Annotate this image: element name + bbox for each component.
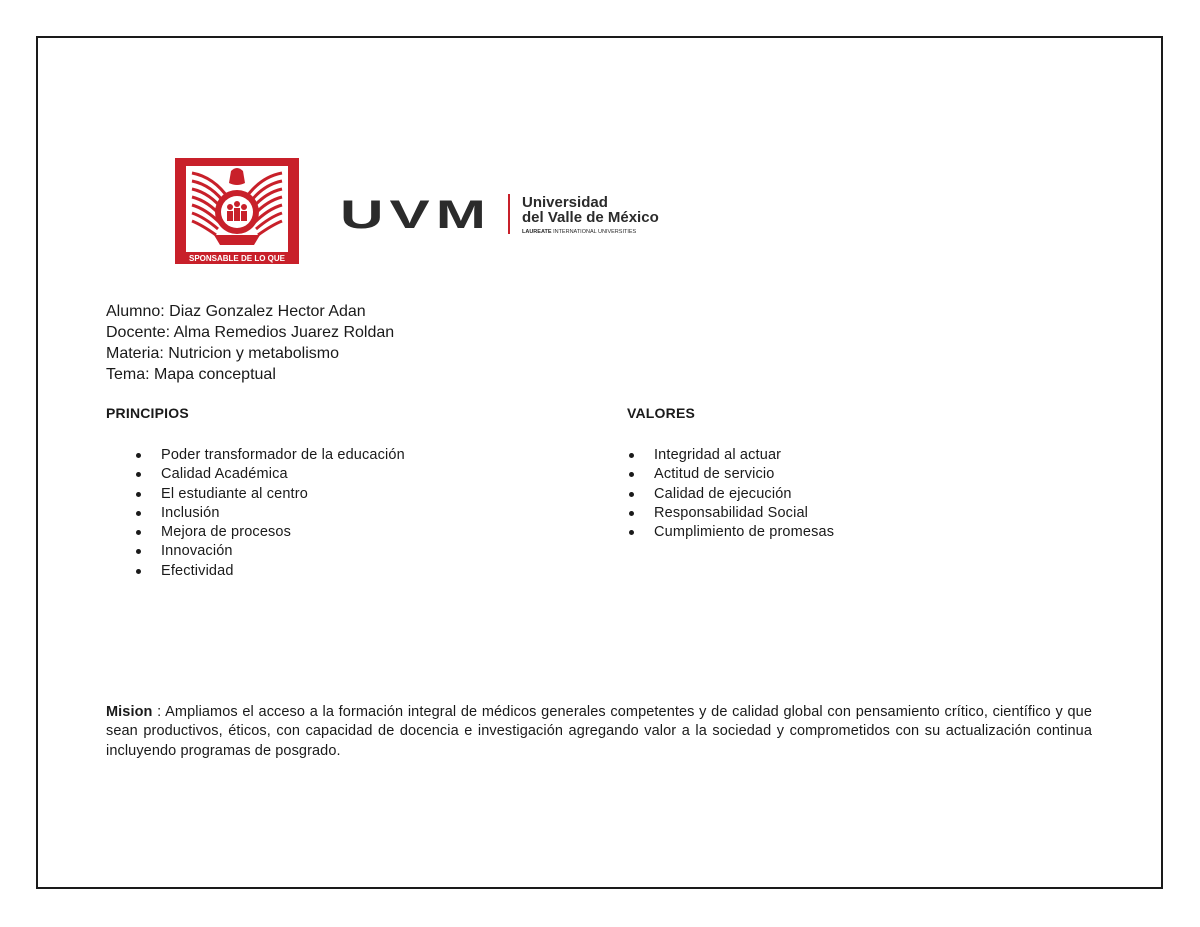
student-info bbox=[106, 301, 394, 385]
list-item: Calidad Académica bbox=[133, 465, 405, 484]
list-item: Mejora de procesos bbox=[133, 523, 405, 542]
uvm-logo bbox=[340, 190, 720, 240]
materia-line: Materia: Nutricion y metabolismo bbox=[106, 345, 339, 362]
principios-heading: PRINCIPIOS bbox=[106, 405, 189, 421]
principios-list bbox=[133, 446, 405, 581]
valores-list bbox=[626, 446, 834, 542]
university-seal-logo bbox=[174, 157, 300, 265]
list-item: Actitud de servicio bbox=[626, 465, 834, 484]
list-item: Poder transformador de la educación bbox=[133, 446, 405, 465]
list-item: El estudiante al centro bbox=[133, 485, 405, 504]
list-item: Cumplimiento de promesas bbox=[626, 523, 834, 542]
tema-line: Tema: Mapa conceptual bbox=[106, 366, 276, 383]
uvm-name-line2: del Valle de México bbox=[522, 209, 659, 226]
list-item: Innovación bbox=[133, 542, 405, 561]
uvm-name-line1: Universidad bbox=[522, 194, 608, 211]
uvm-wordmark: UVM bbox=[340, 193, 492, 237]
list-item: Calidad de ejecución bbox=[626, 485, 834, 504]
valores-heading: VALORES bbox=[627, 405, 696, 421]
uvm-tagline: LAUREATE INTERNATIONAL UNIVERSITIES bbox=[522, 229, 637, 235]
list-item: Responsabilidad Social bbox=[626, 504, 834, 523]
docente-line: Docente: Alma Remedios Juarez Roldan bbox=[106, 324, 395, 341]
mision-paragraph bbox=[106, 703, 1092, 761]
mision-text: : Ampliamos el acceso a la formación integral de médicos generales competentes y de calidad global con pensamiento crítico, científico y que sean productivos, éticos, con capacidad de docencia e investigación agregando valor a la sociedad y comprometidos con su actualización continua incluyendo programas de posgrado. bbox=[106, 704, 1092, 759]
svg-text:SPONSABLE DE LO QUE: SPONSABLE DE LO QUE bbox=[188, 254, 286, 263]
list-item: Integridad al actuar bbox=[626, 446, 834, 465]
alumno-line: Alumno: Diaz Gonzalez Hector Adan bbox=[106, 303, 366, 320]
list-item: Efectividad bbox=[133, 562, 405, 581]
list-item: Inclusión bbox=[133, 504, 405, 523]
mision-label: Mision bbox=[106, 704, 153, 720]
